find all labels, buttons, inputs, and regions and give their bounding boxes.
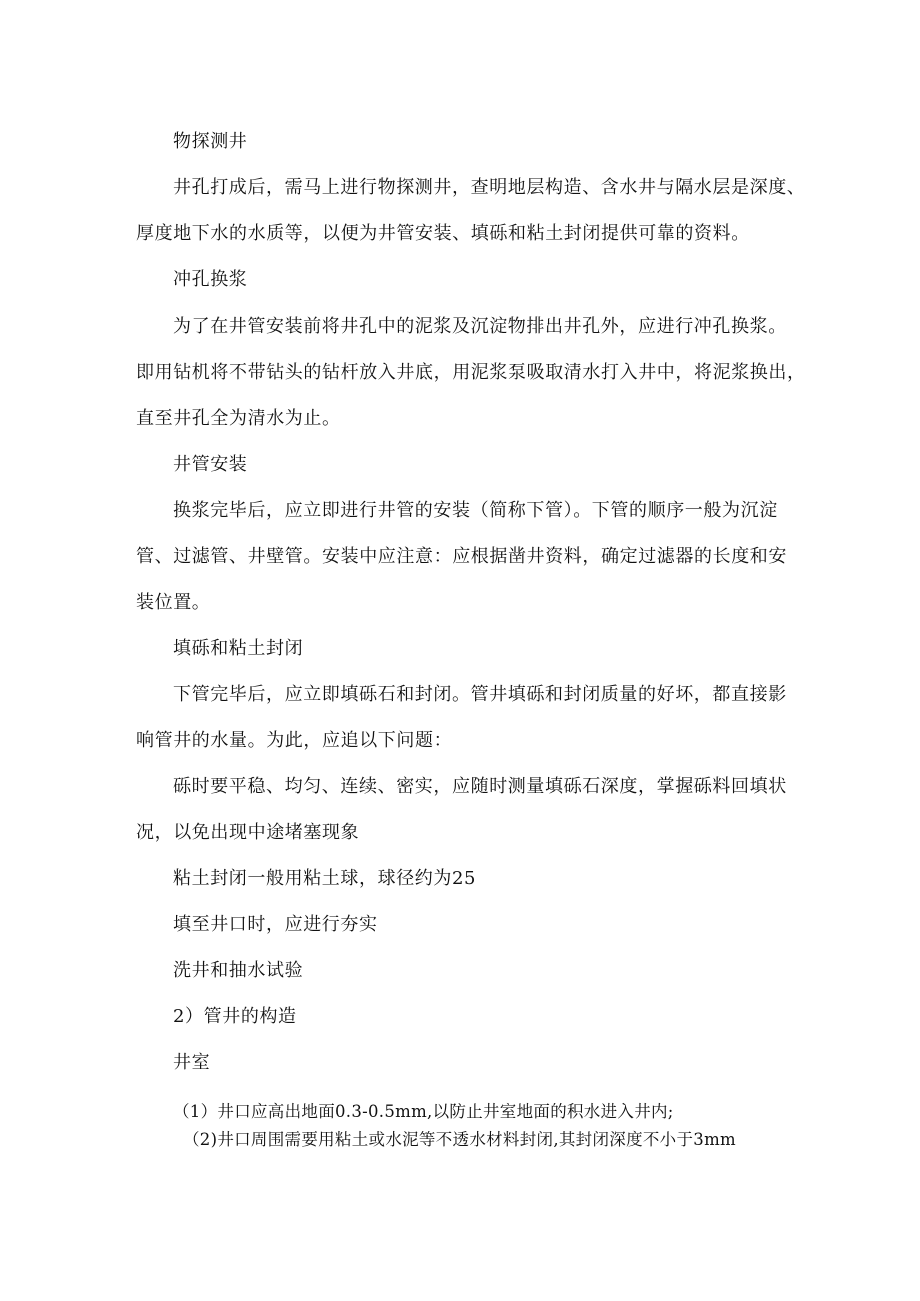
paragraph-line: 装位置。 xyxy=(136,592,211,613)
heading-pipe-installation: 井管安装 xyxy=(173,454,248,475)
heading-well-washing-pumping-test: 洗井和抽水试验 xyxy=(173,960,304,981)
paragraph-line: 井孔打成后，需马上进行物探测井，查明地层构造、含水井与隔水层是深度、 xyxy=(173,177,806,198)
list-item-2: （2)井口周围需要用粘土或水泥等不透水材料封闭,其封闭深度不小于3mm xyxy=(183,1130,736,1149)
heading-well-room: 井室 xyxy=(173,1052,211,1073)
paragraph-line: 管、过滤管、井壁管。安装中应注意：应根据凿井资料，确定过滤器的长度和安 xyxy=(136,546,787,567)
heading-gravel-clay-sealing: 填砾和粘土封闭 xyxy=(173,638,304,659)
paragraph-line: 砾时要平稳、均匀、连续、密实，应随时测量填砾石深度，掌握砾料回填状 xyxy=(173,776,787,797)
paragraph-line: 即用钻机将不带钻头的钻杆放入井底，用泥浆泵吸取清水打入井中，将泥浆换出， xyxy=(136,362,806,383)
paragraph-line: 下管完毕后，应立即填砾石和封闭。管井填砾和封闭质量的好坏，都直接影 xyxy=(173,684,787,705)
heading-tube-well-structure: 2）管井的构造 xyxy=(173,1006,297,1027)
paragraph-line: 粘土封闭一般用粘土球，球径约为25 xyxy=(173,868,477,889)
paragraph-line: 直至井孔全为清水为止。 xyxy=(136,408,341,429)
paragraph-line: 响管井的水量。为此，应追以下问题： xyxy=(136,730,453,751)
list-item-1: （1）井口应高出地面0.3-0.5mm,以防止井室地面的积水进入井内; xyxy=(173,1102,674,1121)
paragraph-line: 填至井口时，应进行夯实 xyxy=(173,914,378,935)
heading-flushing: 冲孔换浆 xyxy=(173,269,248,290)
heading-geophysical-logging: 物探测井 xyxy=(173,131,248,152)
paragraph-line: 为了在井管安装前将井孔中的泥浆及沉淀物排出井孔外，应进行冲孔换浆。 xyxy=(173,316,787,337)
paragraph-line: 况，以免出现中途堵塞现象 xyxy=(136,822,360,843)
paragraph-line: 换浆完毕后，应立即进行井管的安装（简称下管）。下管的顺序一般为沉淀 xyxy=(173,500,778,521)
paragraph-line: 厚度地下水的水质等，以便为井管安装、填砾和粘土封闭提供可靠的资料。 xyxy=(136,223,750,244)
